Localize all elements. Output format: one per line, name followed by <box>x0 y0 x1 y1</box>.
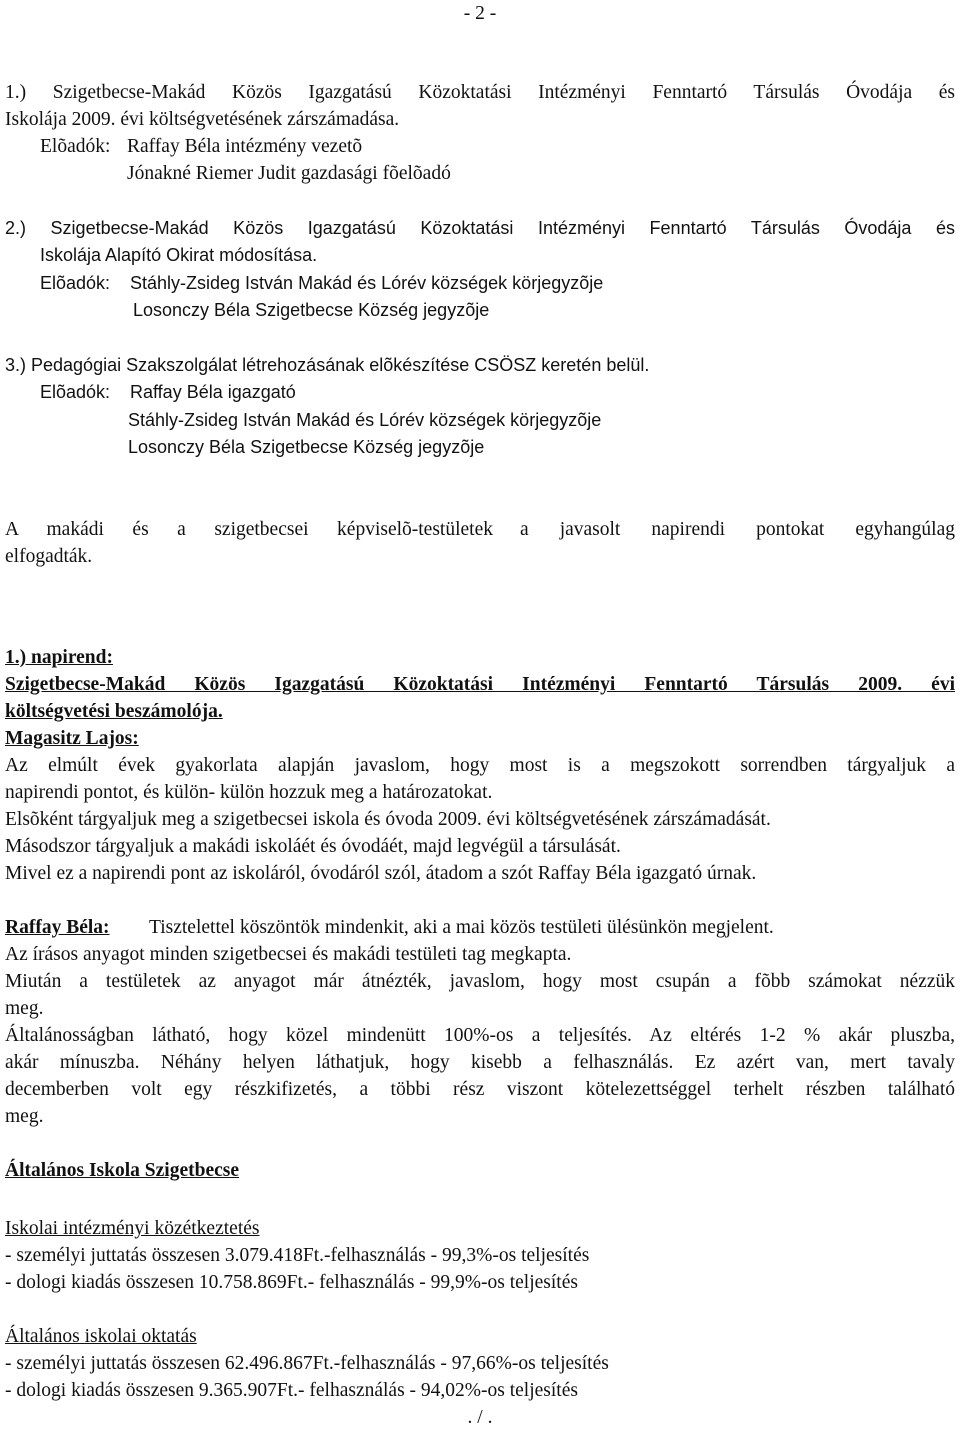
section-1-title-line-1: Szigetbecse-Makád Közös Igazgatású Közoktatási Intézményi Fenntartó Társulás 2009. évi <box>5 674 955 695</box>
school-subheading-catering: Iskolai intézményi közétkeztetés <box>5 1218 260 1239</box>
paragraph-1-line-1: Az elmúlt évek gyakorlata alapján javaslom, hogy most is a megszokott sorrendben tárgyaljuk a <box>5 755 955 776</box>
catering-row-material: - dologi kiadás összesen 10.758.869Ft.- felhasználás - 99,9%-os teljesítés <box>5 1272 578 1293</box>
agenda-item-3-presenter-3: Losonczy Béla Szigetbecse Község jegyzõje <box>128 437 485 457</box>
section-1-heading: 1.) napirend: <box>5 647 113 668</box>
paragraph-2-line-1: Tisztelettel köszöntök mindenkit, aki a mai közös testületi ülésünkön megjelent. <box>149 917 774 938</box>
agenda-item-1-presenter-1: Raffay Béla intézmény vezetõ <box>127 136 363 157</box>
acceptance-line-2: elfogadták. <box>5 546 93 567</box>
agenda-item-1-line-2: Iskolája 2009. évi költségvetésének zárszámadása. <box>5 109 400 130</box>
agenda-item-2-line-1: 2.) Szigetbecse-Makád Közös Igazgatású Közoktatási Intézményi Fenntartó Társulás Óvodája és <box>5 218 955 238</box>
continuation-mark: . / . <box>467 1407 493 1428</box>
agenda-item-2-presenter-2: Losonczy Béla Szigetbecse Község jegyzõje <box>133 300 490 320</box>
paragraph-3-line-3: decemberben volt egy részkifizetés, a többi rész viszont kötelezettséggel terhelt részben található <box>5 1079 955 1100</box>
acceptance-line-1-right: a javasolt napirendi pontokat egyhangúlag <box>520 519 955 540</box>
paragraph-1-line-4: Másodszor tárgyaljuk a makádi iskoláét és óvodáét, majd legvégül a társulását. <box>5 836 621 857</box>
agenda-item-2-presenter-label: Elõadók: <box>40 273 111 293</box>
speaker-raffay: Raffay Béla: <box>5 917 110 938</box>
paragraph-2-line-3: Miután a testületek az anyagot már átnézték, javaslom, hogy most csupán a fõbb számokat nézzük <box>5 971 955 992</box>
acceptance-line-1-left: A makádi és a szigetbecsei képviselõ-testületek <box>5 519 493 540</box>
agenda-item-1-presenter-label: Elõadók: <box>40 136 111 157</box>
education-row-personal: - személyi juttatás összesen 62.496.867Ft.-felhasználás - 97,66%-os teljesítés <box>5 1353 609 1374</box>
agenda-item-2-presenter-1: Stáhly-Zsideg István Makád és Lórév községek körjegyzõje <box>130 273 604 293</box>
paragraph-3-line-4: meg. <box>5 1106 44 1127</box>
paragraph-3-line-1: Általánosságban látható, hogy közel mindenütt 100%-os a teljesítés. Az eltérés 1-2 % akár pluszba, <box>5 1025 955 1046</box>
paragraph-1-line-2: napirendi pontot, és külön- külön hozzuk meg a határozatokat. <box>5 782 493 803</box>
catering-row-personal: - személyi juttatás összesen 3.079.418Ft.-felhasználás - 99,3%-os teljesítés <box>5 1245 590 1266</box>
paragraph-2-line-2: Az írásos anyagot minden szigetbecsei és makádi testületi tag megkapta. <box>5 944 572 965</box>
agenda-item-3-presenter-label: Elõadók: <box>40 382 111 402</box>
education-row-material: - dologi kiadás összesen 9.365.907Ft.- felhasználás - 94,02%-os teljesítés <box>5 1380 578 1401</box>
agenda-item-1-line-1: 1.) Szigetbecse-Makád Közös Igazgatású Közoktatási Intézményi Fenntartó Társulás Óvodája és <box>5 82 955 103</box>
agenda-item-3-presenter-1: Raffay Béla igazgató <box>130 382 296 402</box>
page-number: - 2 - <box>463 3 497 24</box>
school-heading: Általános Iskola Szigetbecse <box>5 1160 239 1181</box>
agenda-item-2-line-2: Iskolája Alapító Okirat módosítása. <box>40 245 318 265</box>
paragraph-2-line-4: meg. <box>5 998 44 1019</box>
paragraph-3-line-2: akár mínuszba. Néhány helyen láthatjuk, hogy kisebb a felhasználás. Ez azért van, mert tavaly <box>5 1052 955 1073</box>
section-1-title-line-2: költségvetési beszámolója. <box>5 701 223 722</box>
school-subheading-education: Általános iskolai oktatás <box>5 1326 197 1347</box>
speaker-magasitz: Magasitz Lajos: <box>5 728 139 749</box>
agenda-item-1-presenter-2: Jónakné Riemer Judit gazdasági fõelõadó <box>127 163 451 184</box>
paragraph-1-line-5: Mivel ez a napirendi pont az iskoláról, óvodáról szól, átadom a szót Raffay Béla igazgató úrnak. <box>5 863 757 884</box>
agenda-item-3-presenter-2: Stáhly-Zsideg István Makád és Lórév községek körjegyzõje <box>128 410 602 430</box>
paragraph-1-line-3: Elsõként tárgyaljuk meg a szigetbecsei iskola és óvoda 2009. évi költségvetésének zárszámadását. <box>5 809 771 830</box>
agenda-item-3-line-1: 3.) Pedagógiai Szakszolgálat létrehozásának elõkészítése CSÖSZ keretén belül. <box>5 355 650 375</box>
